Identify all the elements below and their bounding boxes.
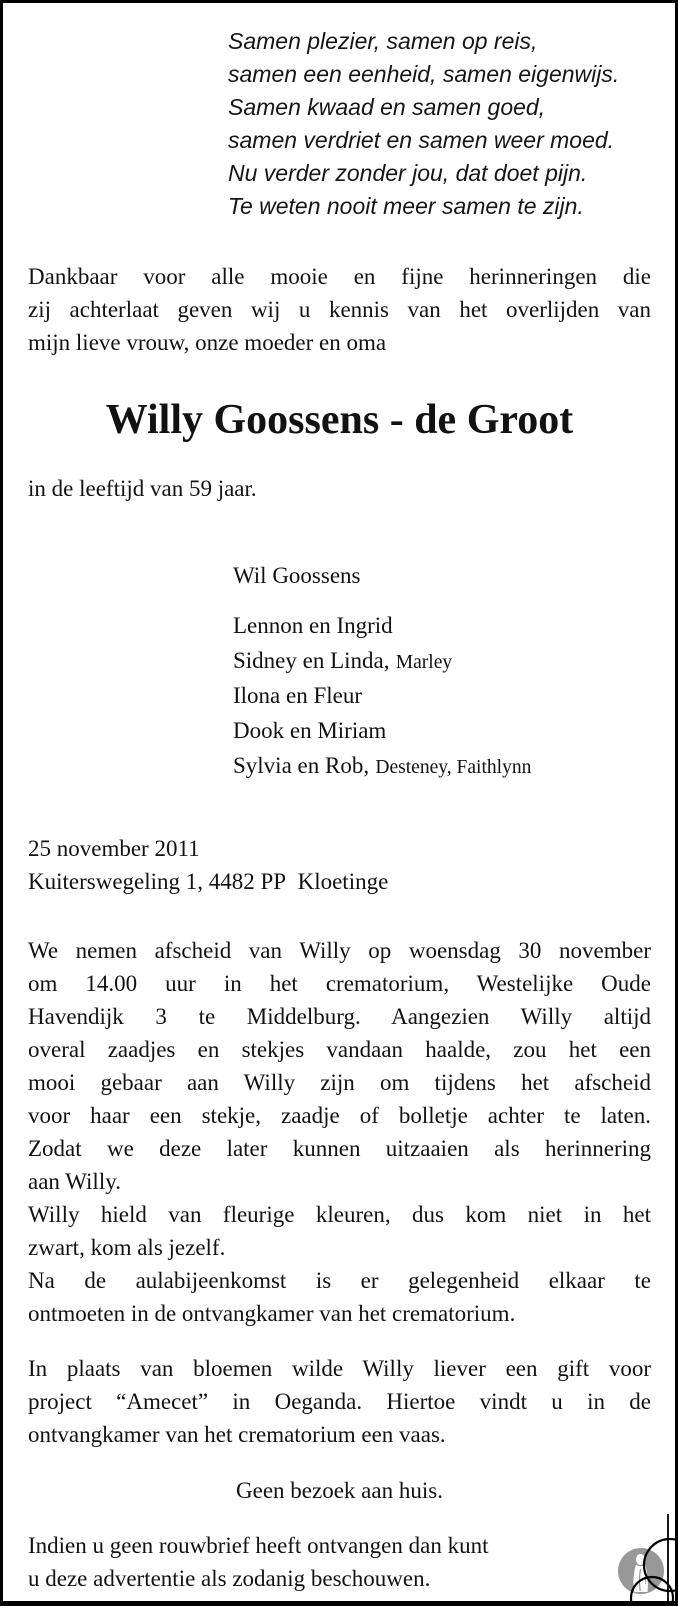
ceremony-line: Zodat we deze later kunnen uitzaaien als herinnering bbox=[28, 1136, 651, 1161]
poem-line: Samen kwaad en samen goed, bbox=[228, 94, 546, 120]
family-member bbox=[233, 644, 651, 679]
obituary-content bbox=[3, 3, 675, 1595]
donation-paragraph bbox=[28, 1352, 651, 1451]
poem-line: Nu verder zonder jou, dat doet pijn. bbox=[228, 160, 588, 186]
poem-line: samen verdriet en samen weer moed. bbox=[228, 127, 615, 153]
memorial-poem bbox=[228, 25, 651, 223]
ceremony-line: We nemen afscheid van Willy op woensdag 30 november bbox=[28, 938, 651, 963]
memorial-figure-logo-icon bbox=[595, 1503, 675, 1603]
poem-line: Samen plezier, samen op reis, bbox=[228, 28, 538, 54]
address-line: Kuiterswegeling 1, 4482 PP Kloetinge bbox=[28, 869, 389, 894]
announcement-line: zij achterlaat geven wij u kennis van het overlijden van bbox=[28, 297, 651, 322]
poem-line: Te weten nooit meer samen te zijn. bbox=[228, 193, 584, 219]
donation-line: project “Amecet” in Oeganda. Hiertoe vindt u in de bbox=[28, 1389, 651, 1414]
ceremony-line: om 14.00 uur in het crematorium, Westelijke Oude bbox=[28, 971, 651, 996]
announcement-line: Dankbaar voor alle mooie en fijne herinneringen die bbox=[28, 264, 651, 289]
announcement-line: mijn lieve vrouw, onze moeder en oma bbox=[28, 330, 387, 355]
age-line: in de leeftijd van 59 jaar. bbox=[28, 476, 257, 501]
ceremony-line: Willy hield van fleurige kleuren, dus kom niet in het bbox=[28, 1202, 651, 1227]
member-names: Dook en Miriam bbox=[233, 718, 387, 743]
member-names: Lennon en Ingrid bbox=[233, 613, 393, 638]
deceased-name: Willy Goossens - de Groot bbox=[105, 397, 574, 443]
member-names: Sidney en Linda, bbox=[233, 648, 390, 673]
ceremony-line: Na de aulabijeenkomst is er gelegenheid elkaar te bbox=[28, 1268, 651, 1293]
ceremony-line: zwart, kom als jezelf. bbox=[28, 1235, 226, 1260]
family-names bbox=[233, 559, 651, 784]
grandchildren-names: Desteney, Faithlynn bbox=[375, 757, 532, 778]
ceremony-line: aan Willy. bbox=[28, 1169, 121, 1194]
closing-line: Indien u geen rouwbrief heeft ontvangen dan kunt bbox=[28, 1533, 489, 1558]
family-members-list bbox=[233, 609, 651, 784]
family-member bbox=[233, 609, 651, 644]
ceremony-line: ontmoeten in de ontvangkamer van het crematorium. bbox=[28, 1301, 516, 1326]
closing-paragraph bbox=[28, 1529, 651, 1595]
poem-line: samen een eenheid, samen eigenwijs. bbox=[228, 61, 620, 87]
no-visit-line: Geen bezoek aan huis. bbox=[236, 1478, 443, 1503]
grandchildren-names: Marley bbox=[395, 652, 453, 673]
ceremony-paragraph bbox=[28, 934, 651, 1330]
ceremony-line: voor haar een stekje, zaadje of bolletje achter te laten. bbox=[28, 1103, 651, 1128]
member-names: Sylvia en Rob, bbox=[233, 753, 370, 778]
family-member bbox=[233, 714, 651, 749]
ceremony-line: overal zaadjes en stekjes vandaan haalde, zou het een bbox=[28, 1037, 651, 1062]
member-names: Ilona en Fleur bbox=[233, 683, 363, 708]
ceremony-line: mooi gebaar aan Willy zijn om tijdens het afscheid bbox=[28, 1070, 651, 1095]
family-member bbox=[233, 749, 651, 784]
donation-line: ontvangkamer van het crematorium een vaas. bbox=[28, 1422, 446, 1447]
closing-line: u deze advertentie als zodanig beschouwen. bbox=[28, 1566, 431, 1591]
date-and-address bbox=[28, 832, 651, 898]
announcement-paragraph bbox=[28, 260, 651, 359]
date-line: 25 november 2011 bbox=[28, 836, 200, 861]
donation-line: In plaats van bloemen wilde Willy liever een gift voor bbox=[28, 1356, 651, 1381]
family-member bbox=[233, 679, 651, 714]
spouse-name: Wil Goossens bbox=[233, 563, 361, 588]
ceremony-line: Havendijk 3 te Middelburg. Aangezien Willy altijd bbox=[28, 1004, 651, 1029]
